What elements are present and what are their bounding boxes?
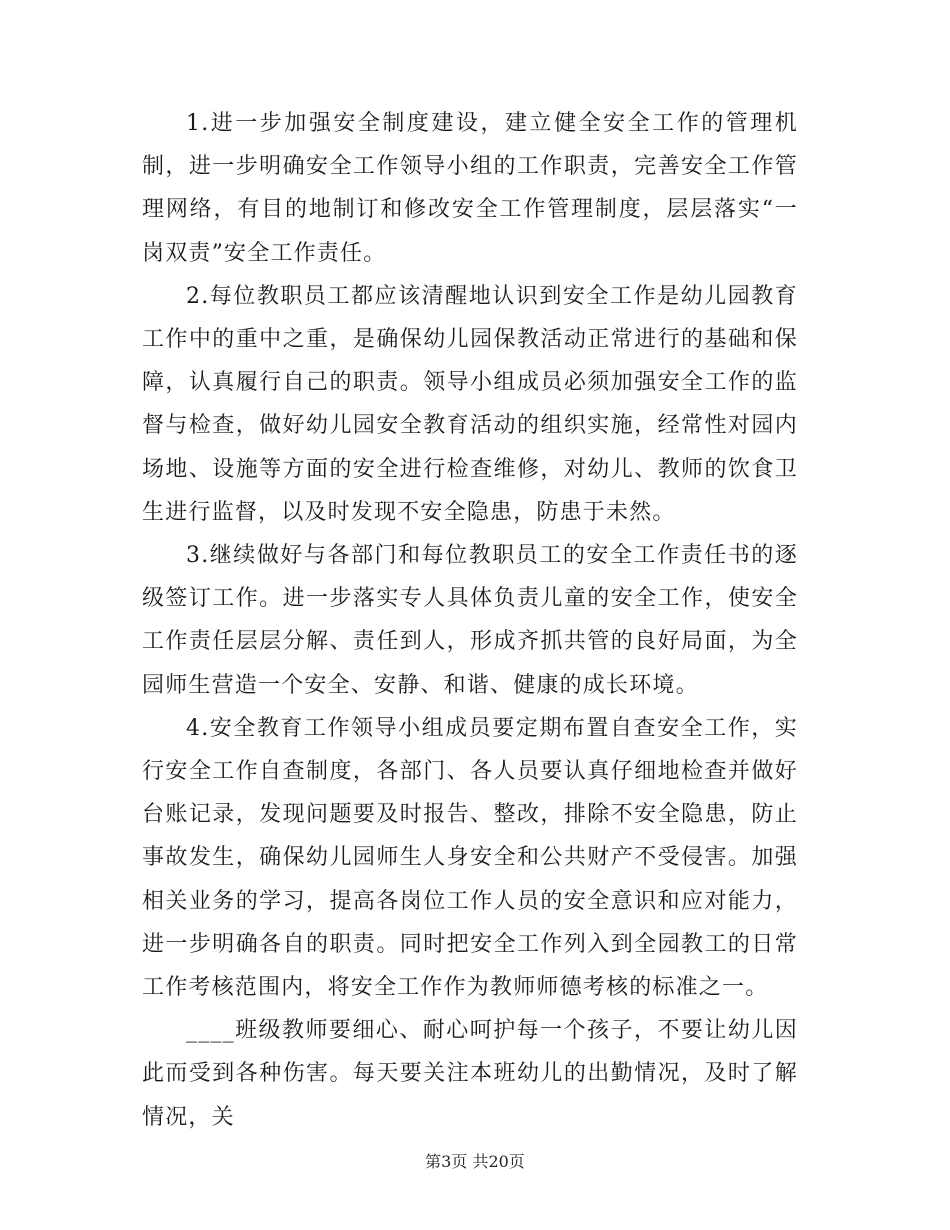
document-body xyxy=(142,102,798,1139)
paragraph-4: 4.安全教育工作领导小组成员要定期布置自查安全工作，实行安全工作自查制度，各部门、各人员要认真仔细地检查并做好台账记录，发现问题要及时报告、整改，排除不安全隐患，防止事故发生，确保幼儿园师生人身安全和公共财产不受侵害。加强相关业务的学习，提高各岗位工作人员的安全意识和应对能力，进一步明确各自的职责。同时把安全工作列入到全园教工的日常工作考核范围内，将安全工作作为教师师德考核的标准之一。 xyxy=(142,715,798,1001)
paragraph-3: 3.继续做好与各部门和每位教职员工的安全工作责任书的逐级签订工作。进一步落实专人具体负责儿童的安全工作，使安全工作责任层层分解、责任到人，形成齐抓共管的良好局面，为全园师生营造一个安全、安静、和谐、健康的成长环境。 xyxy=(142,543,798,698)
paragraph-5: ____班级教师要细心、耐心呵护每一个孩子，不要让幼儿因此而受到各种伤害。每天要关注本班幼儿的出勤情况，及时了解情况，关 xyxy=(142,1018,798,1130)
page-number-footer: 第3页 共20页 xyxy=(425,1152,525,1171)
paragraph-2: 2.每位教职员工都应该清醒地认识到安全工作是幼儿园教育工作中的重中之重，是确保幼儿园保教活动正常进行的基础和保障，认真履行自己的职责。领导小组成员必须加强安全工作的监督与检查，做好幼儿园安全教育活动的组织实施，经常性对园内场地、设施等方面的安全进行检查维修，对幼儿、教师的饮食卫生进行监督，以及时发现不安全隐患，防患于未然。 xyxy=(142,283,798,525)
paragraph-1: 1.进一步加强安全制度建设，建立健全安全工作的管理机制，进一步明确安全工作领导小组的工作职责，完善安全工作管理网络，有目的地制订和修改安全工作管理制度，层层落实“一岗双责”安全工作责任。 xyxy=(142,111,798,266)
